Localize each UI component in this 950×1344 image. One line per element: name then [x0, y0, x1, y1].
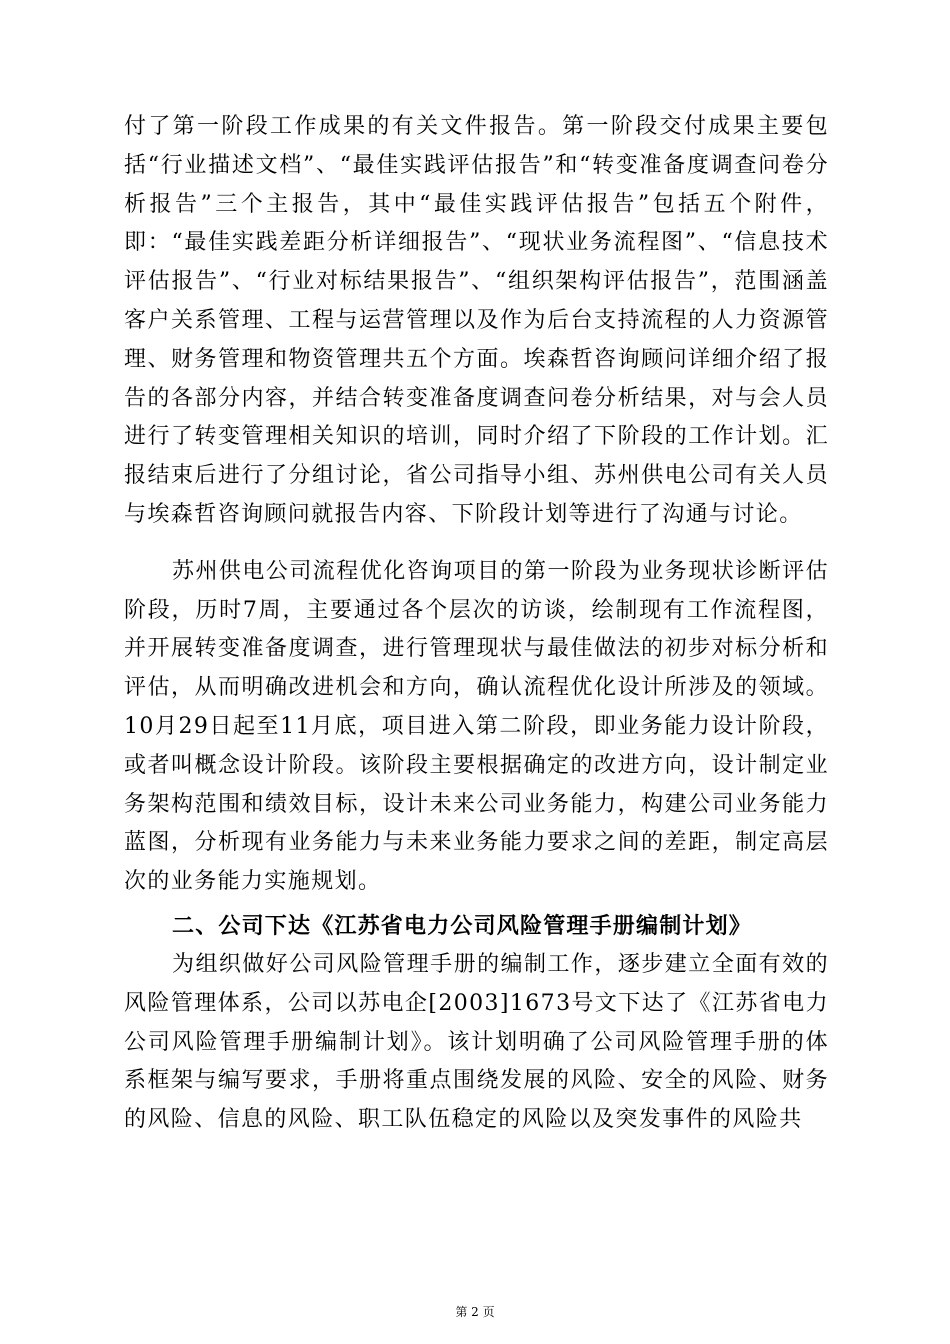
- page-number: 第 2 页: [455, 1305, 495, 1319]
- section-heading: 二、公司下达《江苏省电力公司风险管理手册编制计划》: [172, 912, 753, 939]
- paragraph-continuation: 付了第一阶段工作成果的有关文件报告。第一阶段交付成果主要包括“行业描述文档”、“最佳实践评估报告”和“转变准备度调查问卷分析报告”三个主报告，其中“最佳实践评估报告”包括五个附件，即：“最佳实践差距分析详细报告”、“现状业务流程图”、“信息技术评估报告”、“行业对标结果报告”、“组织架构评估报告”，范围涵盖客户关系管理、工程与运营管理以及作为后台支持流程的人力资源管理、财务管理和物资管理共五个方面。埃森哲咨询顾问详细介绍了报告的各部分内容，并结合转变准备度调查问卷分析结果，对与会人员进行了转变管理相关知识的培训，同时介绍了下阶段的工作计划。汇报结束后进行了分组讨论，省公司指导小组、苏州供电公司有关人员与埃森哲咨询顾问就报告内容、下阶段计划等进行了沟通与讨论。: [124, 114, 829, 527]
- document-body: [124, 108, 829, 1140]
- paragraph-risk-manual: 为组织做好公司风险管理手册的编制工作，逐步建立全面有效的风险管理体系，公司以苏电企[2003]1673号文下达了《江苏省电力公司风险管理手册编制计划》。该计划明确了公司风险管理手册的体系框架与编写要求，手册将重点围绕发展的风险、安全的风险、财务的风险、信息的风险、职工队伍稳定的风险以及突发事件的风险共: [124, 951, 829, 1133]
- paragraph-project-phase: 苏州供电公司流程优化咨询项目的第一阶段为业务现状诊断评估阶段，历时7周，主要通过各个层次的访谈，绘制现有工作流程图，并开展转变准备度调查，进行管理现状与最佳做法的初步对标分析和评估，从而明确改进机会和方向，确认流程优化设计所涉及的领域。10月29日起至11月底，项目进入第二阶段，即业务能力设计阶段，或者叫概念设计阶段。该阶段主要根据确定的改进方向，设计制定业务架构范围和绩效目标，设计未来公司业务能力，构建公司业务能力蓝图，分析现有业务能力与未来业务能力要求之间的差距，制定高层次的业务能力实施规划。: [124, 558, 829, 895]
